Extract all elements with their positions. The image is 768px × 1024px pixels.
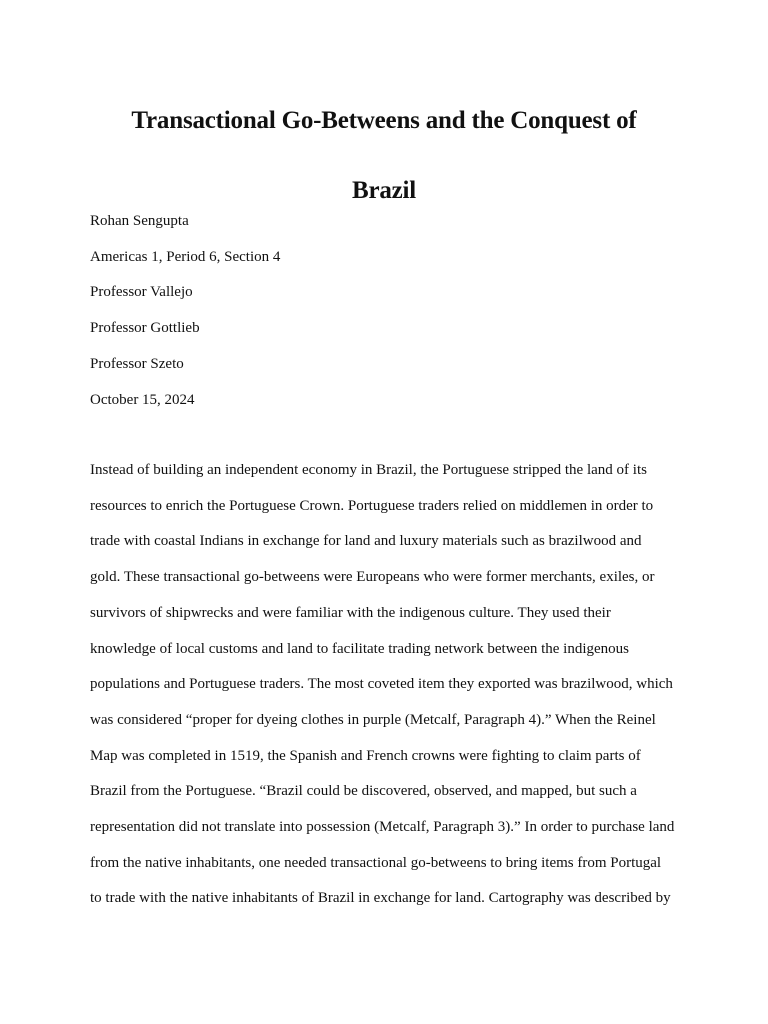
author-name: Rohan Sengupta <box>90 213 189 229</box>
body-line: populations and Portuguese traders. The most coveted item they exported was brazilwood, which <box>90 676 673 693</box>
body-paragraph <box>90 453 690 917</box>
body-line: gold. These transactional go-betweens were Europeans who were former merchants, exiles, or <box>90 569 655 586</box>
title-line-2: Brazil <box>351 177 417 204</box>
professor-3: Professor Szeto <box>90 355 184 372</box>
body-line: was considered “proper for dyeing clothes in purple (Metcalf, Paragraph 4).” When the Reinel <box>90 711 656 728</box>
body-line: from the native inhabitants, one needed transactional go-betweens to bring items from Portugal <box>90 854 662 871</box>
document-header-info <box>90 204 678 418</box>
professor-2: Professor Gottlieb <box>90 320 200 337</box>
document-date: October 15, 2024 <box>90 391 195 408</box>
title-line-1: Transactional Go-Betweens and the Conquest of <box>131 107 637 134</box>
body-line: Map was completed in 1519, the Spanish and French crowns were fighting to claim parts of <box>90 747 641 764</box>
body-line: resources to enrich the Portuguese Crown. Portuguese traders relied on middlemen in order to <box>90 497 654 514</box>
body-line: to trade with the native inhabitants of Brazil in exchange for land. Cartography was described by <box>90 890 671 907</box>
body-line: representation did not translate into possession (Metcalf, Paragraph 3).” In order to purchase land <box>90 819 675 836</box>
body-line: knowledge of local customs and land to facilitate trading network between the indigenous <box>90 640 630 657</box>
body-line: trade with coastal Indians in exchange for land and luxury materials such as brazilwood and <box>90 533 642 550</box>
body-line: Brazil from the Portuguese. “Brazil could be discovered, observed, and mapped, but such a <box>90 783 637 800</box>
course-info: Americas 1, Period 6, Section 4 <box>90 248 281 265</box>
professor-1: Professor Vallejo <box>90 284 193 301</box>
body-line: Instead of building an independent economy in Brazil, the Portuguese stripped the land of its <box>90 462 647 478</box>
body-line: survivors of shipwrecks and were familiar with the indigenous culture. They used their <box>90 604 611 621</box>
